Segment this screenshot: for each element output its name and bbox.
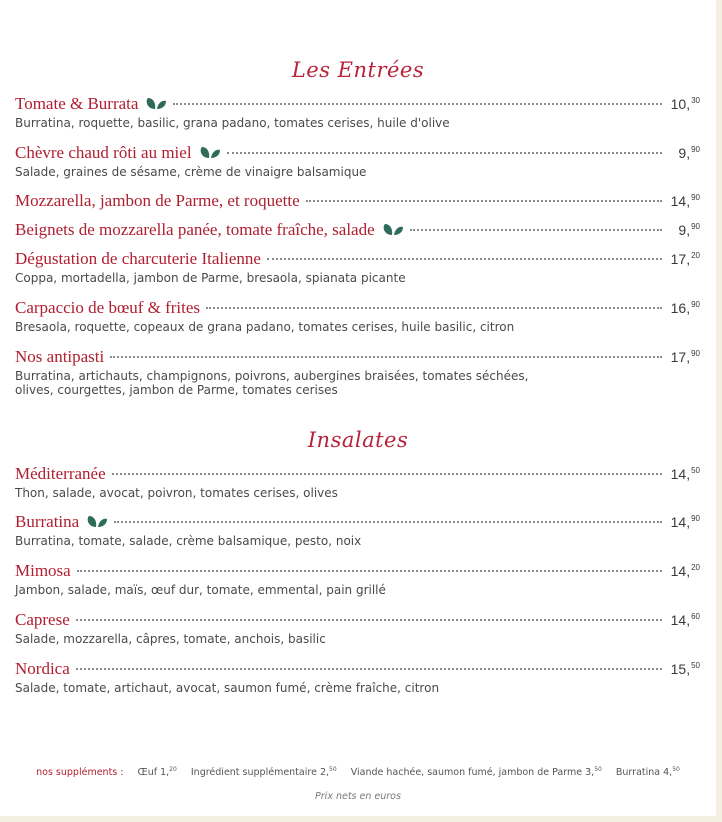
item-price: 14,60	[670, 612, 700, 628]
item-name: Tomate & Burrata	[15, 94, 139, 113]
dot-leader	[267, 258, 662, 260]
item-name: Dégustation de charcuterie Italienne	[15, 249, 261, 268]
menu-item	[15, 610, 700, 646]
item-description: Burratina, tomate, salade, crème balsamique, pesto, noix	[15, 534, 362, 548]
menu-item	[15, 143, 700, 179]
supplement-price: 4,50	[663, 766, 680, 778]
menu-item	[15, 220, 700, 240]
leaf-icon	[145, 96, 167, 115]
menu-item	[15, 512, 700, 548]
menu-item	[15, 347, 700, 397]
item-name: Carpaccio de bœuf & frites	[15, 298, 201, 317]
menu-item	[15, 298, 700, 334]
item-price: 17,20	[670, 251, 700, 267]
supplement-price: 3,50	[585, 766, 602, 778]
leaf-icon	[382, 222, 404, 241]
item-description: Salade, tomate, artichaut, avocat, saumon fumé, crème fraîche, citron	[15, 681, 440, 695]
item-description: Coppa, mortadella, jambon de Parme, bresaola, spianata picante	[15, 271, 406, 285]
dot-leader	[112, 473, 662, 475]
dot-leader	[77, 570, 662, 572]
item-price: 10,30	[670, 96, 700, 112]
item-price: 15,50	[670, 661, 700, 677]
menu-item	[15, 94, 700, 130]
item-description: Burratina, artichauts, champignons, poivrons, aubergines braisées, tomates séchées,	[15, 369, 529, 383]
dot-leader	[410, 229, 662, 231]
item-name: Mozzarella, jambon de Parme, et roquette	[15, 191, 300, 210]
supplements-line	[0, 766, 716, 778]
item-name: Chèvre chaud rôti au miel	[15, 143, 192, 162]
item-price: 9,90	[678, 145, 700, 161]
item-description: Salade, graines de sésame, crème de vinaigre balsamique	[15, 165, 367, 179]
item-price: 14,90	[670, 193, 700, 209]
item-price: 14,50	[670, 466, 700, 482]
item-name: Méditerranée	[15, 464, 106, 483]
dot-leader	[110, 356, 662, 358]
item-description: olives, courgettes, jambon de Parme, tomates cerises	[15, 383, 338, 397]
item-price: 9,90	[678, 222, 700, 238]
section-title-insalates: Insalates	[307, 428, 409, 452]
item-name: Caprese	[15, 610, 70, 629]
item-name: Beignets de mozzarella panée, tomate fraîche, salade	[15, 220, 375, 239]
supplement-price: 2,50	[319, 766, 337, 778]
menu-item	[15, 464, 700, 500]
item-name: Nos antipasti	[15, 347, 105, 366]
supplement-name: Burratina	[615, 767, 661, 778]
item-name: Nordica	[15, 659, 70, 678]
supplements-label: nos suppléments :	[36, 767, 124, 778]
supplement-name: Viande hachée, saumon fumé, jambon de Parme	[350, 767, 583, 778]
section-title-entrees: Les Entrées	[291, 58, 425, 82]
item-description: Jambon, salade, maïs, œuf dur, tomate, emmental, pain grillé	[15, 583, 386, 597]
supplement-name: Œuf	[137, 767, 158, 778]
item-description: Bresaola, roquette, copeaux de grana padano, tomates cerises, huile basilic, citron	[15, 320, 515, 334]
item-name: Burratina	[15, 512, 80, 531]
dot-leader	[206, 307, 662, 309]
dot-leader	[76, 619, 662, 621]
item-price: 17,90	[670, 349, 700, 365]
dot-leader	[76, 668, 662, 670]
item-description: Thon, salade, avocat, poivron, tomates cerises, olives	[15, 486, 338, 500]
dot-leader	[227, 152, 662, 154]
leaf-icon	[86, 514, 108, 533]
dot-leader	[306, 200, 662, 202]
item-price: 16,90	[670, 300, 700, 316]
supplement-price: 1,20	[160, 766, 177, 778]
menu-item	[15, 659, 700, 695]
item-name: Mimosa	[15, 561, 71, 580]
price-note: Prix nets en euros	[315, 791, 401, 802]
menu-item	[15, 191, 700, 211]
item-price: 14,90	[670, 514, 700, 530]
supplement-name: Ingrédient supplémentaire	[190, 767, 317, 778]
dot-leader	[114, 521, 662, 523]
item-description: Burratina, roquette, basilic, grana padano, tomates cerises, huile d'olive	[15, 116, 450, 130]
item-description: Salade, mozzarella, câpres, tomate, anchois, basilic	[15, 632, 326, 646]
menu-item	[15, 249, 700, 285]
leaf-icon	[199, 145, 221, 164]
dot-leader	[173, 103, 662, 105]
item-price: 14,20	[670, 563, 700, 579]
menu-item	[15, 561, 700, 597]
